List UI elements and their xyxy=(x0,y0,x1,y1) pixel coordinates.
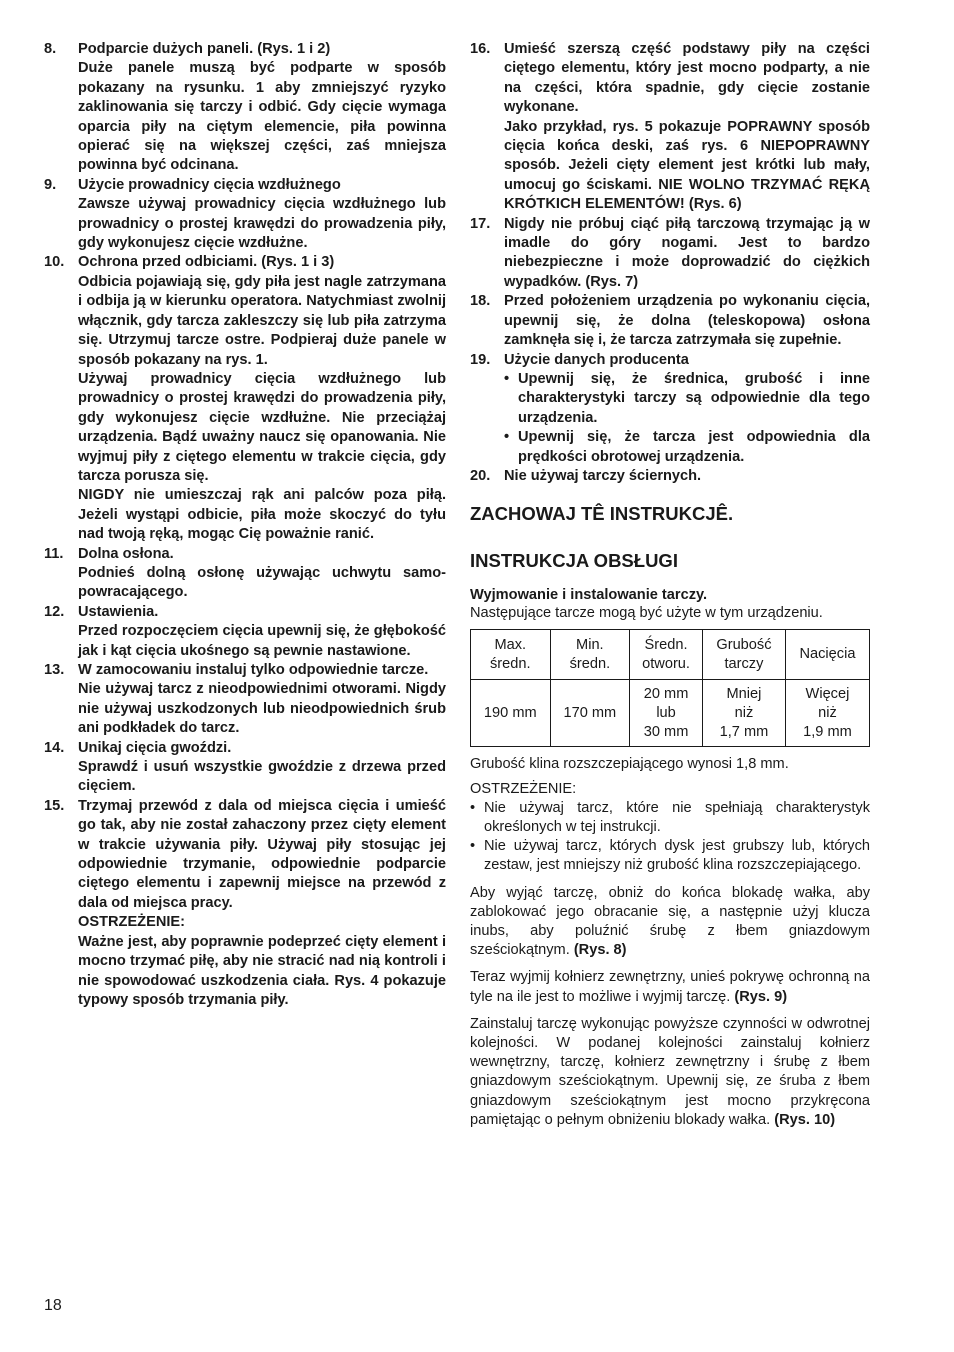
blade-spec-table xyxy=(470,629,870,747)
item-text: Używaj prowadnicy cięcia wzdłużnego lub prowadnicy o prostej krawędzi do prowadzenia piły, gdy wykonujesz cięcie wzdłużne. Nie przeciążaj urządzenia. Bądź uważny naucz się opanowania. Nie wyjmuj piły z ciętego elementu w trakcie cięcia, gdy tarcza porusza się. xyxy=(78,370,446,484)
item-number: 8. xyxy=(44,41,57,57)
operation-heading: INSTRUKCJA OBSŁUGI xyxy=(470,550,678,572)
item-text: Nie używaj tarcz z nieodpowiednimi otworami. Nigdy nie używaj uszkodzonych lub nieodpowiednich śrub ani podkładek do tarcz. xyxy=(78,681,446,737)
item-text: NIGDY nie umieszczaj rąk ani palców poza piłą. Jeżeli wystąpi odbicie, piła może skoczyć do tyłu nad twoją ręką, mogąc Cię poważnie ranić. xyxy=(78,487,446,543)
cell-max-diameter: 190 mm xyxy=(471,680,551,747)
paragraph-install-blade: Zainstaluj tarczę wykonując powyższe czynności w odwrotnej kolejności. W podanej kolejności zainstaluj kołnierz wewnętrzny, tarczę, kołnierz zewnętrzny i śrubę z łbem gniazdowym sześciokątnym. Upewnij się, ze śruba z łbem gniazdowym sześciokątnym jest mocno przykręcona pamiętając o pełnym obniżeniu blokady wałka. (Rys. 10) xyxy=(470,1015,870,1128)
item-number: 13. xyxy=(44,662,65,678)
page-number: 18 xyxy=(44,1297,62,1314)
item-12 xyxy=(44,603,446,661)
riving-knife-note: Grubość klina rozszczepiającego wynosi 1,8 mm. xyxy=(470,756,789,773)
item-title: Ochrona przed odbiciami. (Rys. 1 i 3) xyxy=(78,254,335,271)
item-11 xyxy=(44,545,446,603)
item-title: Podparcie dużych paneli. (Rys. 1 i 2) xyxy=(78,41,331,57)
cell-hole-diameter: 20 mm lub 30 mm xyxy=(630,680,703,747)
blade-section-heading: Wyjmowanie i instalowanie tarczy. xyxy=(470,587,708,604)
item-title: Ustawienia. xyxy=(78,603,159,620)
table-row xyxy=(471,680,870,747)
item-title: W zamocowaniu instaluj tylko odpowiednie tarcze. xyxy=(78,662,429,678)
item-14 xyxy=(44,739,446,797)
item-13 xyxy=(44,661,446,739)
item-number: 9. xyxy=(44,176,57,193)
item-number: 17. xyxy=(470,215,491,232)
header-hole-diameter: Średn. otworu. xyxy=(630,630,703,680)
item-title: Użycie prowadnicy cięcia wzdłużnego xyxy=(78,176,341,193)
warning-label: OSTRZEŻENIE: xyxy=(78,914,186,931)
item-16 xyxy=(470,40,870,215)
item-text: Przed rozpoczęciem cięcia upewnij się, że głębokość jak i kąt cięcia ukośnego są pewnie nastawione. xyxy=(78,623,446,659)
item-text: Odbicia pojawiają się, gdy piła jest nagle zatrzymana i odbija ją w kierunku operatora. Natychmiast zwolnij włącznik, gdy tarcza zakleszczy się lub piła zatrzyma się. Utrzymuj tarcze ostre. Podpieraj duże panele w sposób pokazany na rys. 1. xyxy=(78,273,446,368)
item-10 xyxy=(44,253,446,544)
item-text: Duże panele muszą być podparte w sposób pokazany na rysunku. 1 aby zmniejszyć ryzyko zaklinowania się tarczy i odbić. Gdy cięcie wymaga oparcia piły na ciętym elemencie, piła powinna opierać się na większej części, zaś mniejsza powinna być odcinana. xyxy=(78,60,446,174)
item-17 xyxy=(470,215,870,293)
item-text: Umieść szerszą część podstawy piły na części ciętego elementu, który jest mocno podparty, a nie na części, która spadnie, gdy cięcie zostanie wykonane. xyxy=(504,41,870,116)
header-min-diameter: Min. średn. xyxy=(550,630,630,680)
item-text: Zawsze używaj prowadnicy cięcia wzdłużnego lub prowadnicy o prostej krawędzi do prowadzenia piły, gdy wykonujesz cięcie wzdłużne. xyxy=(78,196,446,252)
item-title: Użycie danych producenta xyxy=(504,351,689,368)
header-kerf: Nacięcia xyxy=(785,630,869,680)
cell-min-diameter: 170 mm xyxy=(550,680,630,747)
item-title: Unikaj cięcia gwoździ. xyxy=(78,739,232,756)
item-number: 11. xyxy=(44,545,64,562)
header-blade-thickness: Grubość tarczy xyxy=(702,630,785,680)
item-text: Przed położeniem urządzenia po wykonaniu cięcia, upewnij się, że dolna (teleskopowa) osłona zamknęła się i, że tarcza zatrzymała się zupełnie. xyxy=(504,293,870,349)
item-number: 12. xyxy=(44,603,65,620)
paragraph-remove-blade: Aby wyjąć tarczę, obniż do końca blokadę wałka, aby zablokować jego obracanie się, a następnie użyj klucza inubs, aby poluźnić śrubę z łbem gniazdowym sześciokątnym. (Rys. 8) xyxy=(470,884,870,959)
caution-bullet: • Nie używaj tarcz, których dysk jest grubszy lub, których zestaw, jest mniejszy niż grubość klina rozszczepiającego. xyxy=(470,837,870,875)
item-number: 14. xyxy=(44,739,65,756)
save-instructions-heading: ZACHOWAJ TÊ INSTRUKCJÊ. xyxy=(470,503,734,525)
figure-reference: (Rys. 9) xyxy=(734,988,788,1005)
item-number: 20. xyxy=(470,467,491,484)
item-number: 18. xyxy=(470,293,491,310)
header-max-diameter: Max. średn. xyxy=(471,630,551,680)
bullet-item: • Upewnij się, że tarcza jest odpowiednia dla prędkości obrotowej urządzenia. xyxy=(504,428,870,467)
item-15 xyxy=(44,797,446,1010)
item-number: 19. xyxy=(470,351,491,368)
item-number: 10. xyxy=(44,254,65,271)
item-8 xyxy=(44,40,446,176)
bullet-item: • Upewnij się, że średnica, grubość i inne charakterystyki tarczy są odpowiednie dla tego urządzenia. xyxy=(504,370,870,428)
cell-blade-thickness: Mniej niż 1,7 mm xyxy=(702,680,785,747)
paragraph-remove-flange: Teraz wyjmij kołnierz zewnętrzny, unieś pokrywę ochronną na tyle na ile jest to możliwe i wyjmij tarczę. (Rys. 9) xyxy=(470,969,870,1005)
left-column xyxy=(44,40,446,1010)
item-number: 15. xyxy=(44,797,65,814)
item-title: Dolna osłona. xyxy=(78,545,174,562)
item-18 xyxy=(470,292,870,350)
caution-label: OSTRZEŻENIE: xyxy=(470,780,577,797)
item-9 xyxy=(44,176,446,254)
item-text: Nigdy nie próbuj ciąć piłą tarczową trzymając ją w imadle do góry nogami. Jest to bardzo niebezpieczne i może doprowadzić do ciężkich wypadków. (Rys. 7) xyxy=(504,215,870,290)
cell-kerf: Więcej niż 1,9 mm xyxy=(785,680,869,747)
item-text: Trzymaj przewód z dala od miejsca cięcia i umieść go tak, aby nie został zahaczony przez cięty element w trakcie używania piły. Używaj piły stosując jej odpowiednie trzymanie, odpowiednie podparcie ciętego elementu i zapewnij miejsce na przewód z dala od miejsca pracy. xyxy=(78,797,446,911)
item-text: Jako przykład, rys. 5 pokazuje POPRAWNY sposób cięcia końca deski, zaś rys. 6 NIEPOPRAWNY sposób. Jeżeli cięty element jest krótki lub mały, umocuj go ściskami. NIE WOLNO TRZYMAĆ RĘKĄ KRÓTKICH ELEMENTÓW! (Rys. 6) xyxy=(504,118,870,213)
right-column xyxy=(470,40,870,1130)
figure-reference: (Rys. 8) xyxy=(573,942,627,959)
caution-bullet: • Nie używaj tarcz, które nie spełniają charakterystyk określonych w tej instrukcji. xyxy=(470,799,870,837)
item-text: Podnieś dolną osłonę używając uchwytu samo- powracającego. xyxy=(78,564,446,601)
figure-reference: (Rys. 10) xyxy=(774,1111,836,1128)
item-19 xyxy=(470,351,870,467)
blade-intro: Następujące tarcze mogą być użyte w tym urządzeniu. xyxy=(470,605,823,622)
item-20 xyxy=(470,467,870,486)
item-number: 16. xyxy=(470,41,491,57)
item-text: Sprawdź i usuń wszystkie gwoździe z drzewa przed cięciem. xyxy=(78,759,446,795)
item-text: Nie używaj tarczy ściernych. xyxy=(504,467,702,484)
item-text: Ważne jest, aby poprawnie podeprzeć cięty element i mocno trzymać piłę, aby nie stracić nad nią kontroli i nie spowodować uszkodzenia ciała. Rys. 4 pokazuje typowy sposób trzymania piły. xyxy=(78,933,446,1008)
